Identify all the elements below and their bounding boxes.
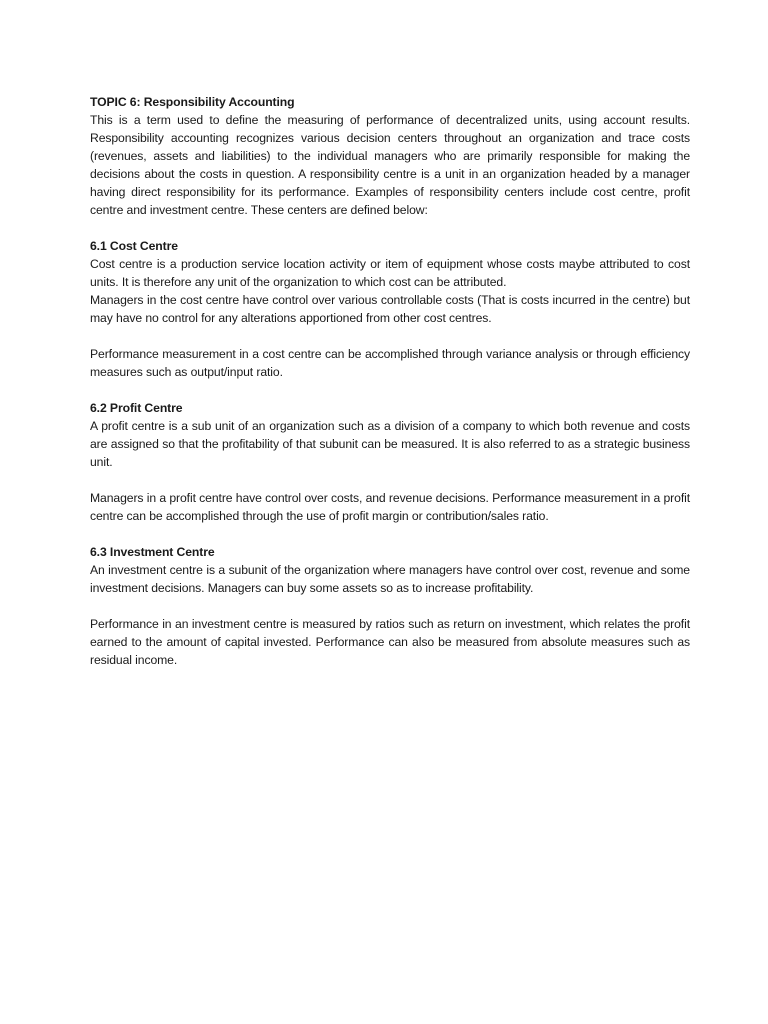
cost-centre-paragraph-3: Performance measurement in a cost centre can be accomplished through variance analysis or through efficiency measures such as output/input ratio. <box>90 347 690 379</box>
cost-centre-paragraph-1: Cost centre is a production service location activity or item of equipment whose costs maybe attributed to cost units. It is therefore any unit of the organization to which cost can be attributed. <box>90 257 690 289</box>
investment-centre-paragraph-1: An investment centre is a subunit of the organization where managers have control over cost, revenue and some investment decisions. Managers can buy some assets so as to increase profitability. <box>90 563 690 595</box>
section-heading-profit-centre: 6.2 Profit Centre <box>90 401 183 415</box>
document-page <box>90 93 690 669</box>
document-title: TOPIC 6: Responsibility Accounting <box>90 95 295 109</box>
section-heading-cost-centre: 6.1 Cost Centre <box>90 239 178 253</box>
profit-centre-paragraph-1: A profit centre is a sub unit of an organization such as a division of a company to which both revenue and costs are assigned so that the profitability of that subunit can be measured. It is also referred to as a strategic business unit. <box>90 419 690 469</box>
section-heading-investment-centre: 6.3 Investment Centre <box>90 545 215 559</box>
cost-centre-paragraph-2: Managers in the cost centre have control over various controllable costs (That is costs incurred in the centre) but may have no control for any alterations apportioned from other cost centres. <box>90 293 690 325</box>
profit-centre-paragraph-2: Managers in a profit centre have control over costs, and revenue decisions. Performance measurement in a profit centre can be accomplished through the use of profit margin or contribution/sales ratio. <box>90 491 690 523</box>
intro-paragraph: This is a term used to define the measuring of performance of decentralized units, using account results. Responsibility accounting recognizes various decision centers throughout an organization and trace costs (revenues, assets and liabilities) to the individual managers who are primarily responsible for making the decisions about the costs in question. A responsibility centre is a unit in an organization headed by a manager having direct responsibility for its performance. Examples of responsibility centers include cost centre, profit centre and investment centre. These centers are defined below: <box>90 113 690 217</box>
investment-centre-paragraph-2: Performance in an investment centre is measured by ratios such as return on investment, which relates the profit earned to the amount of capital invested. Performance can also be measured from absolute measures such as residual income. <box>90 617 690 667</box>
